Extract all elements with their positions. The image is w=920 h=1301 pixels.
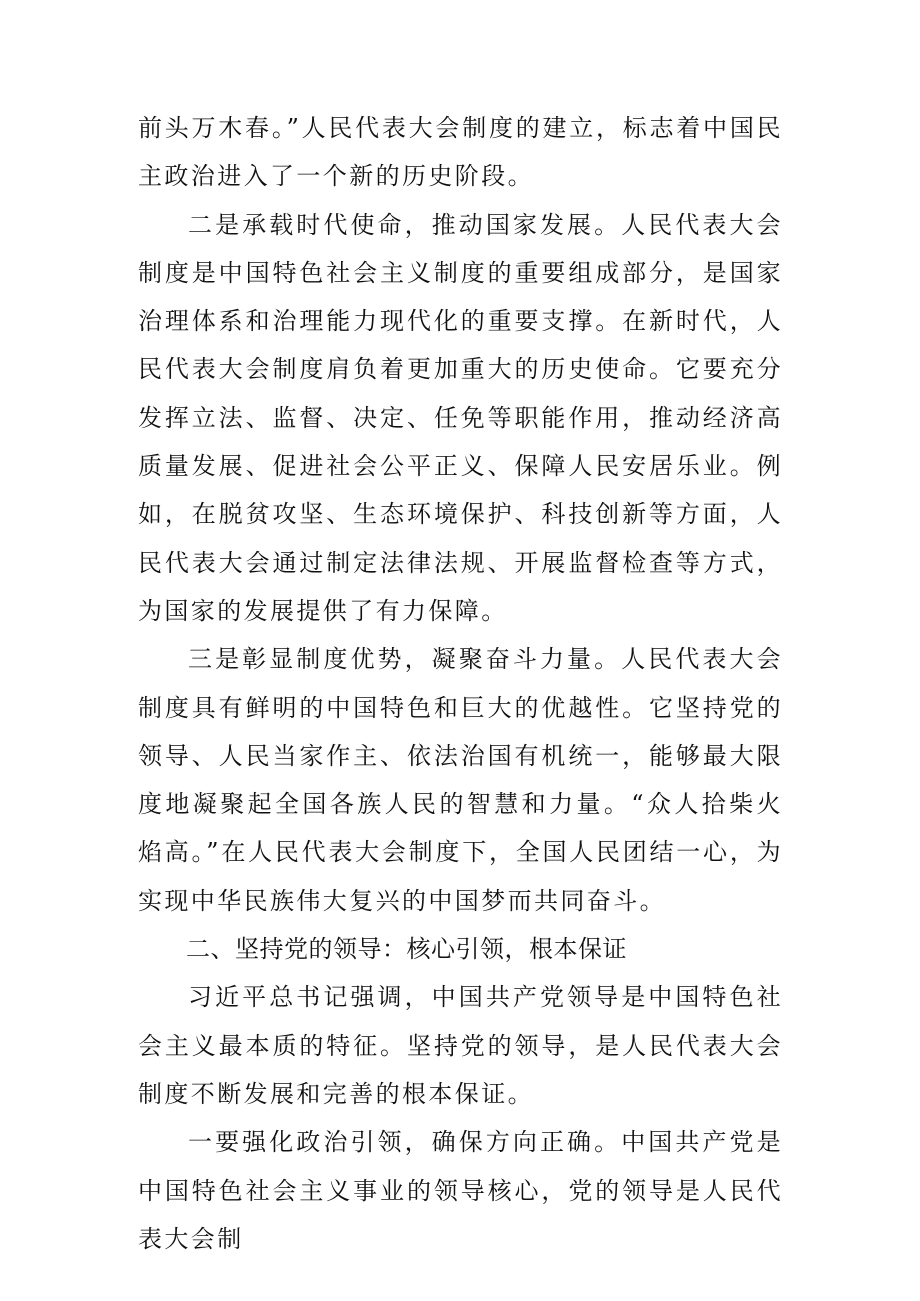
paragraph-section-intro: 习近平总书记强调，中国共产党领导是中国特色社会主义最本质的特征。坚持党的领导，是人民代表大会制度不断发展和完善的根本保证。 [138,983,783,1108]
paragraph-second-point: 二是承载时代使命，推动国家发展。人民代表大会制度是中国特色社会主义制度的重要组成部分，是国家治理体系和治理能力现代化的重要支撑。在新时代，人民代表大会制度肩负着更加重大的历史使命。它要充分发挥立法、监督、决定、任免等职能作用，推动经济高质量发展、促进社会公平正义、保障人民安居乐业。例如，在脱贫攻坚、生态环境保护、科技创新等方面，人民代表大会通过制定法律法规、开展监督检查等方式，为国家的发展提供了有力保障。 [138,210,783,625]
paragraph-continuation: 前头万木春。”人民代表大会制度的建立，标志着中国民主政治进入了一个新的历史阶段。 [138,114,783,191]
paragraph-third-point: 三是彰显制度优势，凝聚奋斗力量。人民代表大会制度具有鲜明的中国特色和巨大的优越性。它坚持党的领导、人民当家作主、依法治国有机统一，能够最大限度地凝聚起全国各族人民的智慧和力量。“众人拾柴火焰高。”在人民代表大会制度下，全国人民团结一心，为实现中华民族伟大复兴的中国梦而共同奋斗。 [138,645,783,915]
document-body [138,104,783,1263]
paragraph-first-requirement: 一要强化政治引领，确保方向正确。中国共产党是中国特色社会主义事业的领导核心，党的领导是人民代表大会制 [138,1128,783,1253]
section-heading: 二、坚持党的领导：核心引领，根本保证 [186,935,627,964]
